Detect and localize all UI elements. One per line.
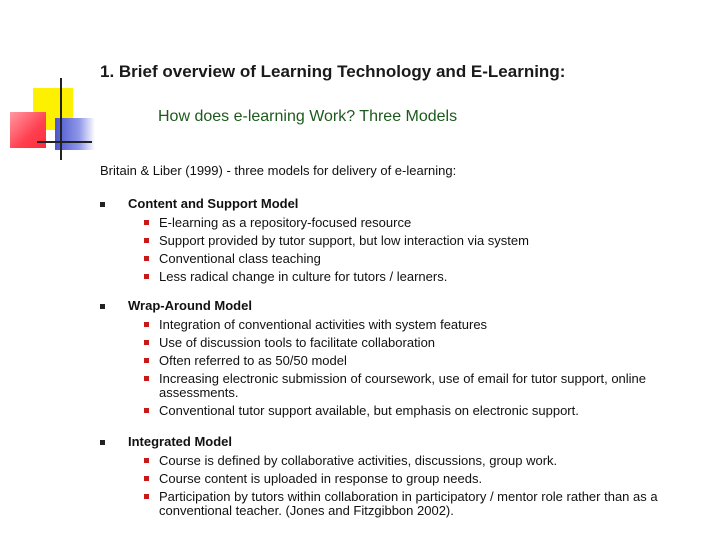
model-items: [144, 452, 704, 520]
list-item: [144, 470, 704, 488]
list-item: [144, 402, 704, 420]
item-text: Use of discussion tools to facilitate collaboration: [159, 335, 436, 350]
item-text: Conventional tutor support available, but emphasis on electronic support.: [159, 403, 579, 418]
decor-horizontal-line: [37, 141, 92, 143]
list-item: [144, 334, 704, 352]
bullet-icon: [144, 322, 149, 327]
item-text: E-learning as a repository-focused resource: [159, 215, 412, 230]
item-text: Integration of conventional activities with system features: [159, 317, 488, 332]
bullet-icon: [100, 440, 105, 445]
bullet-icon: [144, 274, 149, 279]
list-item: [144, 232, 704, 250]
item-text: Often referred to as 50/50 model: [159, 353, 347, 368]
list-item: [144, 250, 704, 268]
slide-subtitle: How does e-learning Work? Three Models: [158, 108, 458, 125]
list-item: [144, 268, 704, 286]
bullet-icon: [144, 340, 149, 345]
model-title: Wrap-Around Model: [128, 298, 252, 313]
model-title: Integrated Model: [128, 434, 233, 449]
model-items: [144, 316, 704, 420]
intro-text: Britain & Liber (1999) - three models for delivery of e-learning:: [100, 163, 457, 178]
item-text: Course content is uploaded in response to group needs.: [159, 471, 483, 486]
bullet-icon: [144, 220, 149, 225]
bullet-icon: [144, 458, 149, 463]
bullet-icon: [144, 376, 149, 381]
bullet-icon: [100, 304, 105, 309]
item-text: Increasing electronic submission of coursework, use of email for tutor support, online assessments.: [159, 371, 647, 400]
bullet-icon: [100, 202, 105, 207]
bullet-icon: [144, 238, 149, 243]
model-items: [144, 214, 704, 286]
item-text: Course is defined by collaborative activities, discussions, group work.: [159, 453, 558, 468]
list-item: [144, 370, 704, 402]
bullet-icon: [144, 476, 149, 481]
list-item: [144, 488, 704, 520]
bullet-icon: [144, 358, 149, 363]
list-item: [144, 214, 704, 232]
bullet-icon: [144, 256, 149, 261]
list-item: [144, 452, 704, 470]
item-text: Less radical change in culture for tutors / learners.: [159, 269, 448, 284]
item-text: Conventional class teaching: [159, 251, 321, 266]
model-title: Content and Support Model: [128, 196, 299, 211]
slide-title: 1. Brief overview of Learning Technology and E-Learning:: [100, 62, 566, 81]
decor-vertical-line: [60, 78, 62, 160]
list-item: [144, 352, 704, 370]
bullet-icon: [144, 494, 149, 499]
bullet-icon: [144, 408, 149, 413]
list-item: [144, 316, 704, 334]
item-text: Support provided by tutor support, but low interaction via system: [159, 233, 529, 248]
item-text: Participation by tutors within collaboration in participatory / mentor role rather than as a conventional teacher. (Jones and Fitzgibbon 2002).: [159, 489, 658, 518]
